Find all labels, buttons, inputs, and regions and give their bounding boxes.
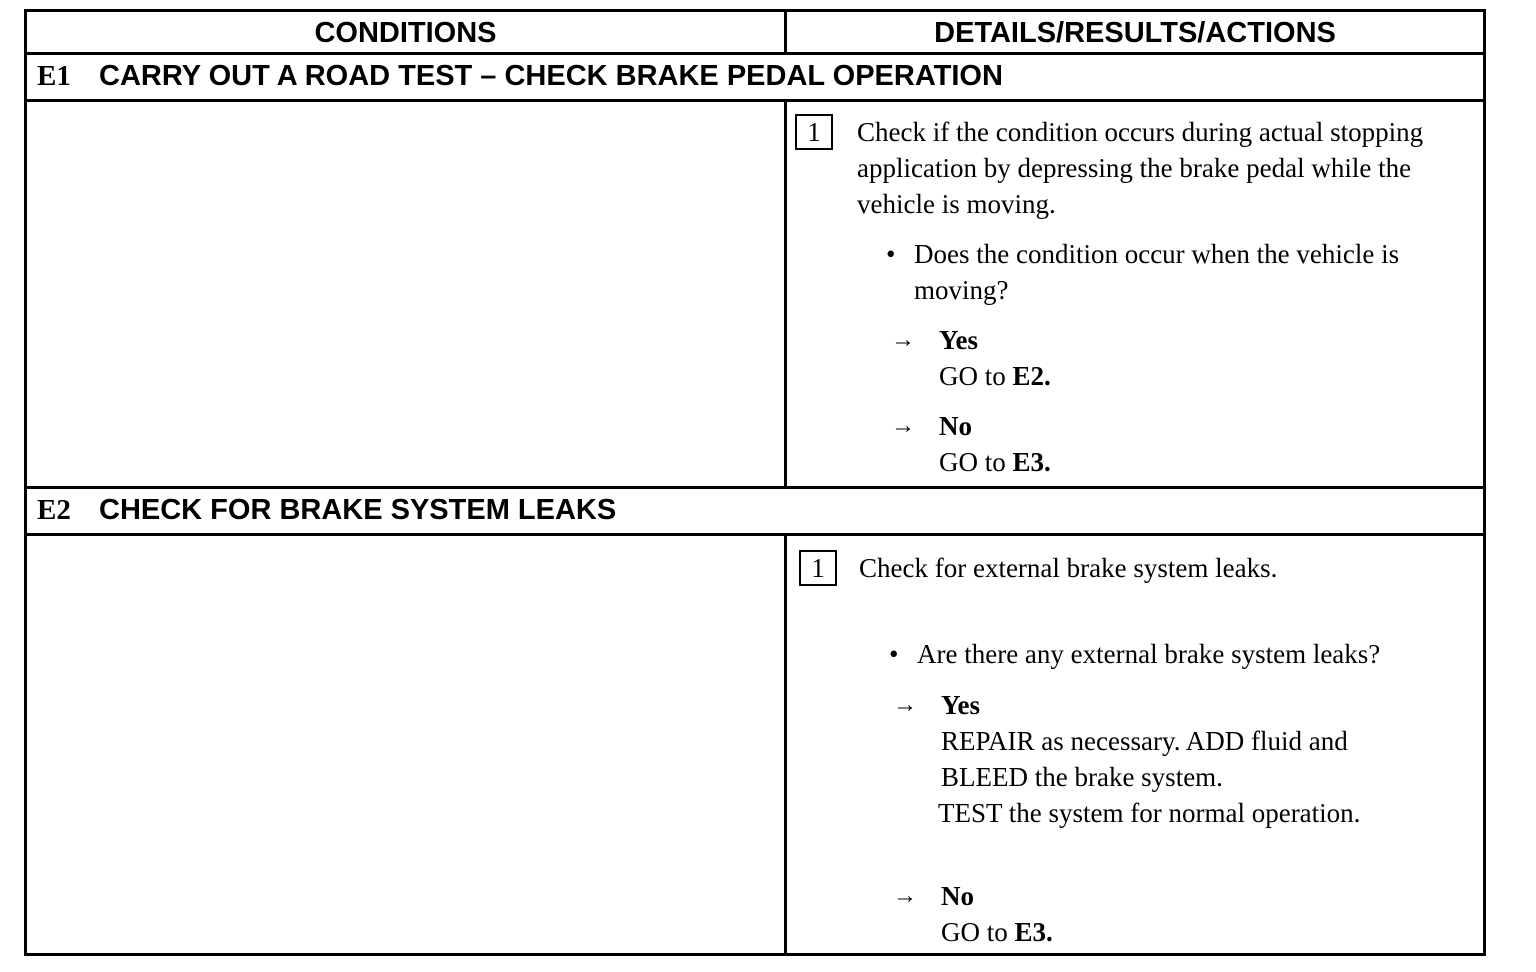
step-e1-actions-cell — [787, 102, 1483, 486]
step-e1-yes-action — [939, 358, 1499, 394]
step-e1-yes-label: Yes — [939, 325, 978, 355]
step-e1-check-number: 1 — [795, 114, 833, 150]
step-e1-name: CARRY OUT A ROAD TEST – CHECK BRAKE PEDAL OPERATION — [99, 60, 1003, 92]
step-e1-question-text: Does the condition occur when the vehicle is moving? — [914, 239, 1400, 305]
step-e2-question — [889, 636, 1497, 672]
step-e1-question — [886, 236, 1454, 308]
step-e1-conditions-cell — [27, 102, 787, 486]
table-header-row — [27, 12, 1483, 55]
step-e1-no-action — [939, 444, 1499, 480]
step-e2-no-label: No — [941, 881, 974, 911]
step-e1-no-target: E3. — [1012, 447, 1051, 477]
step-e2-question-text: Are there any external brake system leaks? — [917, 639, 1381, 669]
step-e2-yes-line3: TEST the system for normal operation. — [938, 798, 1361, 828]
step-e2-yes-line2: BLEED the brake system. — [941, 762, 1223, 792]
step-e1-body-row — [27, 102, 1483, 489]
step-e2-yes-line1: REPAIR as necessary. ADD fluid and — [941, 726, 1348, 756]
step-e2-actions-cell — [787, 536, 1483, 953]
step-e1-code: E1 — [37, 60, 71, 92]
step-e2-title-row — [27, 489, 1483, 536]
conditions-header: CONDITIONS — [27, 12, 787, 52]
step-e2-check-number: 1 — [799, 550, 837, 586]
bullet-icon: • — [886, 239, 896, 269]
step-e2-body-row — [27, 536, 1483, 953]
step-e2-yes-action — [938, 723, 1501, 831]
step-e1-title — [27, 55, 1003, 99]
step-e1-no-action-text: GO to — [939, 447, 1006, 477]
diagnostic-table — [24, 9, 1486, 956]
step-e2-check-text: Check for external brake system leaks. — [859, 553, 1278, 583]
step-e2-yes-label: Yes — [941, 690, 980, 720]
step-e2-no-target: E3. — [1014, 917, 1053, 947]
arrow-right-icon: → — [891, 413, 915, 439]
step-e1-check-text: Check if the condition occurs during actual stopping application by depressing the brake pedal while the vehicle is moving. — [857, 117, 1424, 219]
step-e2-no-action-text: GO to — [941, 917, 1008, 947]
arrow-right-icon: → — [893, 883, 917, 909]
step-e2-name: CHECK FOR BRAKE SYSTEM LEAKS — [99, 494, 617, 526]
bullet-icon: • — [889, 639, 899, 669]
arrow-right-icon: → — [893, 692, 917, 718]
details-header: DETAILS/RESULTS/ACTIONS — [934, 17, 1336, 49]
step-e1-yes-action-text: GO to — [939, 361, 1006, 391]
step-e2-code: E2 — [37, 494, 71, 526]
step-e1-no-label: No — [939, 411, 972, 441]
step-e1-yes-target: E2. — [1012, 361, 1051, 391]
step-e2-no-action — [941, 914, 1501, 950]
step-e2-title — [27, 489, 616, 533]
step-e2-conditions-cell — [27, 536, 787, 953]
arrow-right-icon: → — [891, 327, 915, 353]
step-e1-title-row — [27, 55, 1483, 102]
